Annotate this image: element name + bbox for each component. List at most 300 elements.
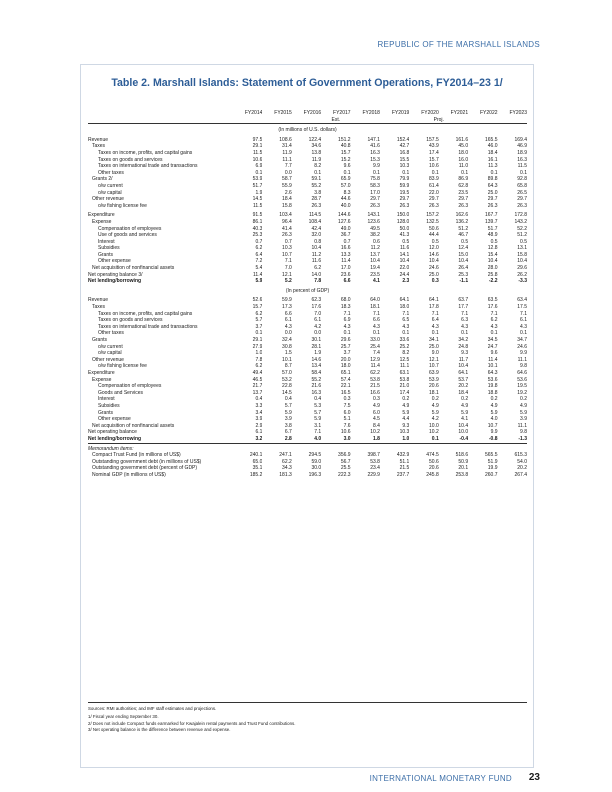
row-value: 22.0 bbox=[399, 265, 410, 272]
row-value: 6.5 bbox=[402, 317, 410, 324]
status-cell bbox=[292, 117, 321, 124]
row-value: 11.5 bbox=[517, 163, 527, 170]
header-blank bbox=[88, 109, 233, 117]
row-value: 128.0 bbox=[396, 218, 410, 225]
row-value: 10.2 bbox=[370, 429, 380, 436]
row-value: 26.3 bbox=[429, 202, 439, 209]
row-value: 53.9 bbox=[252, 176, 263, 183]
row-value: 5.9 bbox=[402, 409, 410, 416]
row-value: 0.1 bbox=[255, 330, 263, 337]
row-value: 4.3 bbox=[490, 323, 498, 330]
row-value: 0.2 bbox=[431, 396, 439, 403]
row-value: 20.2 bbox=[458, 383, 469, 390]
row-value: 51.7 bbox=[487, 225, 498, 232]
row-value: 34.5 bbox=[487, 337, 498, 343]
row-value: 8.4 bbox=[373, 422, 380, 429]
row-value: 108.6 bbox=[279, 136, 292, 143]
row-value: 52.2 bbox=[517, 225, 527, 232]
table-row bbox=[88, 370, 527, 377]
table-row bbox=[88, 410, 527, 417]
row-value: 9.9 bbox=[373, 163, 380, 170]
row-value: 167.7 bbox=[485, 212, 498, 219]
row-value: 12.8 bbox=[487, 245, 498, 252]
row-label: Other expense bbox=[98, 258, 131, 265]
row-label: o/w fishing license fee bbox=[98, 363, 147, 370]
table-row bbox=[88, 176, 527, 183]
row-value: 51.1 bbox=[399, 458, 410, 465]
row-value: 3.3 bbox=[255, 402, 263, 409]
row-value: 22.0 bbox=[429, 189, 439, 196]
row-value: 123.6 bbox=[367, 218, 380, 225]
row-value: 7.1 bbox=[461, 310, 469, 317]
row-value: 0.3 bbox=[343, 396, 351, 403]
row-value: 161.6 bbox=[455, 136, 469, 143]
table-row bbox=[88, 278, 527, 285]
row-value: 28.0 bbox=[487, 265, 498, 272]
row-value: 7.5 bbox=[343, 402, 351, 409]
row-value: 7.1 bbox=[431, 310, 439, 317]
row-value: 181.3 bbox=[279, 471, 292, 478]
row-value: 4.2 bbox=[314, 323, 322, 330]
row-value: 30.8 bbox=[282, 343, 292, 350]
row-value: 16.6 bbox=[340, 245, 351, 252]
row-value: 17.0 bbox=[340, 265, 351, 272]
row-value: 7.1 bbox=[490, 310, 498, 317]
row-value: 51.7 bbox=[252, 182, 263, 189]
row-label: Net operating balance bbox=[88, 429, 137, 436]
table-row bbox=[88, 465, 527, 472]
table-row bbox=[88, 423, 527, 430]
row-value: 1.0 bbox=[402, 435, 410, 442]
row-value: 518.6 bbox=[455, 452, 469, 459]
row-value: 267.4 bbox=[514, 471, 527, 478]
row-value: 6.0 bbox=[343, 409, 351, 416]
row-value: 55.9 bbox=[282, 182, 292, 189]
row-value: 3.9 bbox=[255, 416, 263, 423]
row-value: 122.4 bbox=[308, 136, 322, 143]
table-row bbox=[88, 137, 527, 144]
row-value: 51.9 bbox=[487, 458, 498, 465]
row-value: 48.9 bbox=[487, 232, 498, 239]
table-row bbox=[88, 390, 527, 397]
row-value: 42.4 bbox=[311, 225, 322, 232]
table-box bbox=[80, 64, 534, 768]
row-value: 0.0 bbox=[284, 330, 292, 337]
row-value: 33.6 bbox=[399, 337, 410, 343]
row-value: 10.6 bbox=[429, 163, 439, 170]
row-value: 4.2 bbox=[431, 416, 439, 423]
row-value: 13.7 bbox=[370, 251, 380, 258]
row-value: 10.4 bbox=[370, 258, 380, 265]
row-value: 83.9 bbox=[429, 176, 439, 183]
row-value: 21.5 bbox=[399, 465, 410, 472]
row-value: 222.3 bbox=[338, 471, 351, 478]
table-row bbox=[88, 196, 527, 203]
row-value: 4.9 bbox=[373, 402, 380, 409]
footnote: 1/ Fiscal year ending September 30. bbox=[88, 714, 159, 720]
row-value: 132.5 bbox=[426, 218, 439, 225]
row-value: 64.3 bbox=[487, 369, 498, 376]
row-value: 29.7 bbox=[370, 196, 380, 203]
row-value: 26.3 bbox=[399, 202, 410, 209]
row-value: 3.8 bbox=[284, 422, 292, 429]
row-value: 53.8 bbox=[399, 376, 410, 383]
row-label: Other expense bbox=[98, 416, 131, 423]
row-label: Net acquisition of nonfinancial assets bbox=[92, 265, 175, 272]
row-value: 144.6 bbox=[338, 212, 351, 219]
row-value: 6.2 bbox=[255, 310, 263, 317]
row-value: 40.0 bbox=[340, 202, 351, 209]
row-label: Use of goods and services bbox=[98, 232, 157, 239]
row-value: 16.3 bbox=[517, 156, 527, 163]
row-label: Grants bbox=[98, 409, 114, 416]
row-value: 4.9 bbox=[520, 402, 527, 409]
row-value: 5.9 bbox=[431, 409, 439, 416]
row-value: 10.4 bbox=[399, 258, 410, 265]
row-value: 20.1 bbox=[458, 465, 469, 472]
row-value: 29.7 bbox=[487, 196, 498, 203]
row-value: 253.8 bbox=[455, 471, 469, 478]
row-value: 0.1 bbox=[490, 330, 498, 337]
row-value: 152.4 bbox=[396, 136, 410, 143]
row-value: 29.6 bbox=[340, 337, 351, 343]
row-value: 5.7 bbox=[255, 317, 263, 324]
table-row bbox=[88, 157, 527, 164]
row-value: 7.8 bbox=[255, 356, 263, 363]
year-header: FY2014 bbox=[244, 110, 263, 116]
row-value: 44.6 bbox=[340, 196, 351, 203]
footnote: 3/ Net operating balance is the difference between revenue and expense. bbox=[88, 727, 231, 733]
row-label: Compact Trust Fund (in millions of US$) bbox=[92, 452, 181, 459]
row-value: 4.3 bbox=[373, 323, 380, 330]
row-value: 8.3 bbox=[343, 189, 351, 196]
table-row bbox=[88, 330, 527, 337]
row-value: 11.1 bbox=[517, 356, 527, 363]
row-value: 0.5 bbox=[402, 238, 410, 245]
row-value: 89.8 bbox=[487, 176, 498, 183]
row-value: 6.9 bbox=[343, 317, 351, 324]
row-value: 10.0 bbox=[429, 422, 439, 429]
row-label: Other revenue bbox=[92, 356, 124, 363]
row-value: 26.3 bbox=[458, 202, 469, 209]
row-label: Revenue bbox=[88, 136, 109, 143]
table-row bbox=[88, 459, 527, 466]
row-value: 79.9 bbox=[399, 176, 410, 183]
row-value: 0.4 bbox=[284, 396, 292, 403]
row-value: 0.1 bbox=[343, 169, 351, 176]
row-value: 65.9 bbox=[340, 176, 351, 183]
row-value: 240.1 bbox=[249, 452, 263, 459]
table-row bbox=[88, 219, 527, 226]
table-row bbox=[88, 403, 527, 410]
row-value: 7.4 bbox=[373, 350, 380, 357]
row-value: 2.3 bbox=[402, 278, 410, 285]
row-value: 38.2 bbox=[370, 232, 380, 239]
row-value: 21.6 bbox=[311, 383, 322, 390]
row-value: 294.5 bbox=[308, 452, 322, 459]
table-row bbox=[88, 272, 527, 279]
row-value: 15.8 bbox=[282, 202, 292, 209]
table-row bbox=[88, 258, 527, 265]
row-value: 247.1 bbox=[279, 452, 292, 459]
row-value: 10.3 bbox=[399, 429, 410, 436]
row-value: 0.6 bbox=[373, 238, 380, 245]
row-value: 29.7 bbox=[429, 196, 439, 203]
row-value: 6.7 bbox=[284, 429, 292, 436]
row-value: 18.0 bbox=[458, 149, 469, 156]
row-value: 46.9 bbox=[517, 143, 527, 150]
row-value: 21.7 bbox=[252, 383, 263, 390]
row-value: -3.3 bbox=[518, 278, 527, 285]
row-value: 169.4 bbox=[514, 136, 527, 143]
row-value: 7.6 bbox=[343, 422, 351, 429]
table-row bbox=[88, 252, 527, 259]
row-value: 4.3 bbox=[284, 323, 292, 330]
row-value: 0.1 bbox=[431, 330, 439, 337]
row-value: 14.5 bbox=[252, 196, 263, 203]
row-value: 63.5 bbox=[487, 297, 498, 304]
row-value: 11.4 bbox=[488, 356, 498, 363]
row-value: 13.7 bbox=[252, 389, 263, 396]
row-value: 36.7 bbox=[340, 232, 351, 239]
row-value: 11.4 bbox=[253, 271, 263, 278]
row-value: 40.3 bbox=[252, 225, 263, 232]
row-value: 0.2 bbox=[402, 396, 410, 403]
row-value: 46.7 bbox=[458, 232, 469, 239]
row-value: 11.4 bbox=[341, 258, 351, 265]
row-value: 63.4 bbox=[517, 297, 527, 304]
year-header: FY2016 bbox=[303, 110, 322, 116]
row-value: 34.2 bbox=[458, 337, 469, 343]
row-value: 29.6 bbox=[517, 265, 527, 272]
row-value: 10.3 bbox=[282, 245, 292, 252]
row-value: 12.4 bbox=[458, 245, 469, 252]
row-value: 41.4 bbox=[282, 225, 292, 232]
row-value: 75.8 bbox=[370, 176, 380, 183]
row-value: 172.8 bbox=[514, 212, 527, 219]
row-value: 0.5 bbox=[461, 238, 469, 245]
table-row bbox=[88, 239, 527, 246]
row-label: Outstanding government debt (percent of GDP) bbox=[92, 465, 198, 472]
row-value: 4.9 bbox=[402, 402, 410, 409]
row-label: Outstanding government debt (in millions of US$) bbox=[92, 458, 202, 465]
row-value: 53.9 bbox=[429, 376, 439, 383]
row-value: 24.4 bbox=[399, 271, 410, 278]
row-value: 53.7 bbox=[458, 376, 469, 383]
row-value: 86.1 bbox=[252, 218, 263, 225]
row-value: 1.0 bbox=[255, 350, 263, 357]
row-value: 96.4 bbox=[282, 218, 292, 225]
row-value: 2.6 bbox=[284, 189, 292, 196]
table-row bbox=[88, 324, 527, 331]
row-value: 17.4 bbox=[429, 149, 439, 156]
row-value: 3.9 bbox=[284, 416, 292, 423]
table-row bbox=[88, 150, 527, 157]
row-value: 5.7 bbox=[314, 409, 322, 416]
row-value: 19.8 bbox=[487, 383, 498, 390]
row-value: 432.9 bbox=[396, 452, 410, 459]
footnote: 2/ Does not include Compact funds earmarked for Kwajalein rental payments and Trust Fund contributions. bbox=[88, 720, 296, 726]
row-label: Expense bbox=[92, 376, 112, 383]
row-label: Goods and Services bbox=[98, 389, 144, 396]
row-value: 28.1 bbox=[311, 343, 322, 350]
row-value: 7.1 bbox=[343, 310, 351, 317]
row-value: 18.4 bbox=[487, 149, 498, 156]
row-value: -1.1 bbox=[459, 278, 469, 285]
row-label: Grants bbox=[92, 337, 108, 343]
row-value: 0.1 bbox=[461, 169, 469, 176]
row-value: 1.8 bbox=[373, 435, 380, 442]
row-value: 7.0 bbox=[314, 310, 322, 317]
row-value: 35.1 bbox=[252, 465, 263, 472]
row-value: 29.1 bbox=[252, 143, 263, 150]
row-value: 62.2 bbox=[282, 458, 292, 465]
unit-label: (In millions of U.S. dollars) bbox=[278, 127, 337, 134]
row-value: 13.4 bbox=[311, 363, 322, 370]
row-value: 0.5 bbox=[431, 238, 439, 245]
row-label: Nominal GDP (in millions of US$) bbox=[92, 471, 166, 478]
row-value: 25.8 bbox=[487, 271, 498, 278]
row-value: 65.8 bbox=[517, 182, 527, 189]
row-label: Net lending/borrowing bbox=[88, 435, 142, 442]
estimate-label: Est. bbox=[321, 117, 350, 124]
row-value: 15.7 bbox=[429, 156, 439, 163]
table-row bbox=[88, 350, 527, 357]
row-value: 5.9 bbox=[461, 409, 469, 416]
row-value: 6.4 bbox=[255, 251, 263, 258]
row-value: 12.9 bbox=[370, 356, 380, 363]
table-row bbox=[88, 377, 527, 384]
year-header: FY2018 bbox=[362, 110, 380, 116]
row-value: 11.1 bbox=[282, 156, 292, 163]
memo-heading: Memorandum items: bbox=[88, 443, 527, 452]
row-value: 44.4 bbox=[429, 232, 439, 239]
row-value: 4.4 bbox=[402, 416, 410, 423]
row-value: 1.9 bbox=[314, 350, 322, 357]
row-value: 57.4 bbox=[340, 376, 351, 383]
row-label: Net lending/borrowing bbox=[88, 278, 142, 285]
row-value: 50.0 bbox=[399, 225, 410, 232]
row-value: 58.3 bbox=[370, 182, 380, 189]
row-value: 64.1 bbox=[429, 297, 439, 304]
row-value: 11.1 bbox=[517, 422, 527, 429]
row-value: 14.1 bbox=[399, 251, 410, 258]
row-value: 0.1 bbox=[490, 169, 498, 176]
row-value: 57.0 bbox=[282, 369, 292, 376]
row-value: 1.5 bbox=[284, 350, 292, 357]
table-row bbox=[88, 183, 527, 190]
row-label: Interest bbox=[98, 238, 115, 245]
row-value: 143.1 bbox=[367, 212, 380, 219]
table-row bbox=[88, 163, 527, 170]
row-value: 0.5 bbox=[490, 238, 498, 245]
row-value: 0.1 bbox=[343, 330, 351, 337]
row-value: 53.8 bbox=[370, 376, 380, 383]
row-value: 30.1 bbox=[311, 337, 322, 343]
row-value: 0.2 bbox=[461, 396, 469, 403]
row-value: 5.9 bbox=[520, 409, 527, 416]
row-value: 9.8 bbox=[520, 363, 527, 370]
row-value: 46.0 bbox=[487, 143, 498, 150]
row-value: 5.2 bbox=[284, 278, 292, 285]
row-value: 10.7 bbox=[282, 251, 292, 258]
table-row bbox=[88, 452, 527, 459]
row-value: 12.5 bbox=[399, 356, 410, 363]
row-value: 16.1 bbox=[487, 156, 498, 163]
status-cell bbox=[233, 117, 262, 124]
row-value: 17.4 bbox=[399, 389, 410, 396]
row-value: 41.3 bbox=[399, 232, 410, 239]
row-value: 30.0 bbox=[311, 465, 322, 472]
row-value: 10.0 bbox=[458, 429, 469, 436]
row-value: 4.0 bbox=[314, 435, 322, 442]
row-value: 34.1 bbox=[429, 337, 439, 343]
row-value: 0.1 bbox=[373, 169, 380, 176]
row-value: 237.7 bbox=[396, 471, 410, 478]
page-number: 23 bbox=[528, 772, 540, 783]
row-value: 11.1 bbox=[399, 363, 410, 370]
row-value: 11.6 bbox=[399, 245, 410, 252]
year-header: FY2017 bbox=[333, 110, 351, 116]
row-value: 10.4 bbox=[487, 258, 498, 265]
row-label: Taxes on income, profits, and capital gains bbox=[98, 149, 193, 156]
row-label: o/w capital bbox=[98, 189, 122, 196]
year-header: FY2021 bbox=[450, 110, 469, 116]
row-value: 8.2 bbox=[402, 350, 410, 357]
row-value: 0.1 bbox=[402, 330, 410, 337]
row-value: 565.5 bbox=[485, 452, 498, 459]
row-value: 56.7 bbox=[340, 458, 351, 465]
row-value: 4.9 bbox=[461, 402, 469, 409]
row-value: 49.4 bbox=[252, 369, 263, 376]
row-value: 9.0 bbox=[431, 350, 439, 357]
row-value: 5.3 bbox=[314, 402, 322, 409]
row-value: 52.6 bbox=[252, 297, 263, 304]
row-label: Expenditure bbox=[88, 369, 115, 376]
row-value: 18.8 bbox=[487, 389, 498, 396]
row-value: 92.8 bbox=[517, 176, 527, 183]
row-value: 26.3 bbox=[517, 202, 527, 209]
row-value: 4.3 bbox=[461, 323, 469, 330]
status-cell bbox=[262, 117, 291, 124]
row-value: 11.0 bbox=[458, 163, 469, 170]
row-value: 10.1 bbox=[282, 356, 292, 363]
row-value: 40.8 bbox=[340, 143, 351, 150]
table-row bbox=[88, 203, 527, 210]
row-value: 9.3 bbox=[402, 422, 410, 429]
row-value: 20.6 bbox=[429, 465, 439, 472]
row-value: 151.2 bbox=[338, 136, 351, 143]
row-value: -2.2 bbox=[488, 278, 498, 285]
table-row bbox=[88, 245, 527, 252]
row-value: 7.2 bbox=[255, 258, 263, 265]
row-value: 7.1 bbox=[284, 258, 292, 265]
row-value: 15.2 bbox=[340, 156, 351, 163]
row-value: 17.6 bbox=[487, 304, 498, 311]
row-value: 10.4 bbox=[429, 258, 439, 265]
row-value: 16.5 bbox=[340, 389, 351, 396]
row-value: 0.4 bbox=[255, 396, 263, 403]
row-value: 63.9 bbox=[429, 369, 439, 376]
table-row bbox=[88, 232, 527, 239]
row-value: 18.1 bbox=[429, 389, 439, 396]
row-value: 0.0 bbox=[284, 169, 292, 176]
row-value: 24.6 bbox=[429, 265, 439, 272]
row-value: 25.7 bbox=[340, 343, 351, 350]
table-row bbox=[88, 472, 527, 479]
row-value: 7.8 bbox=[314, 278, 322, 285]
row-value: 32.4 bbox=[282, 337, 292, 343]
